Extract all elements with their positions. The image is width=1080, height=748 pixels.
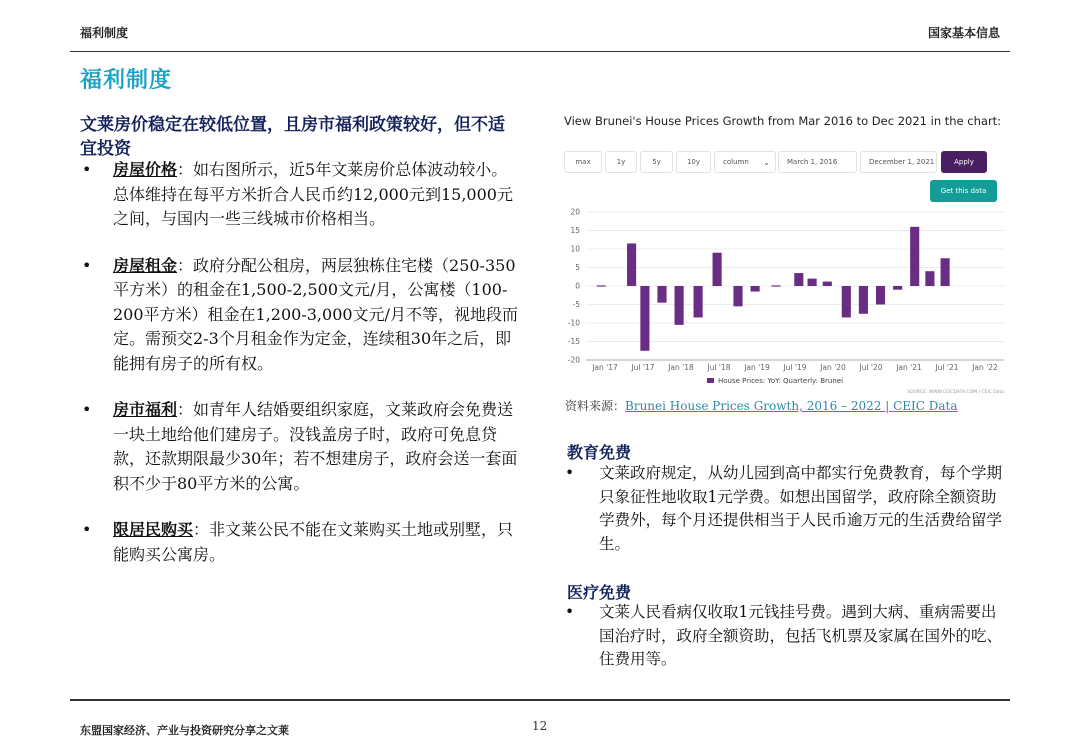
range-1y-button[interactable]: 1y xyxy=(605,151,637,173)
x-tick-label: Jul '17 xyxy=(631,363,655,372)
bullet-dot: • xyxy=(82,160,92,179)
y-tick-label: 10 xyxy=(570,244,580,254)
page-number: 12 xyxy=(532,719,548,733)
bar xyxy=(842,286,851,317)
text-house-rent: ：政府分配公租房，两层独栋住宅楼（250-350平方米）的租金在1,500-2,500文元/月，公寓楼（100-200平方米）租金在1,200-3,000文元/月不等，视地段而定。需预交2-3个月租金作为定金，连续租30年之后，即能拥有房子的所有权。 xyxy=(113,255,518,373)
bar xyxy=(713,253,722,286)
footer-divider xyxy=(70,699,1010,701)
range-5y-button[interactable]: 5y xyxy=(640,151,673,173)
bar xyxy=(893,286,902,290)
bar xyxy=(859,286,868,314)
chart-type-value: column xyxy=(723,158,749,166)
footer-text: 东盟国家经济、产业与投资研究分享之文莱 xyxy=(80,724,289,737)
term-house-price: 房屋价格 xyxy=(113,160,178,179)
legend-label: House Prices: YoY: Quarterly: Brunei xyxy=(718,377,844,385)
y-tick-label: -15 xyxy=(567,337,580,346)
y-tick-label: -10 xyxy=(567,318,580,328)
chevron-down-icon: ⌄ xyxy=(763,157,770,167)
bar xyxy=(876,286,885,305)
y-tick-label: 5 xyxy=(575,263,580,272)
source-label: 资料来源： xyxy=(565,399,626,413)
bar xyxy=(823,282,832,286)
end-date-input[interactable]: December 1, 2021 xyxy=(860,151,937,173)
range-10y-button[interactable]: 10y xyxy=(676,151,711,173)
source-link[interactable]: Brunei House Prices Growth, 2016 – 2022 | CEIC Data xyxy=(625,399,958,413)
bullet-dot: • xyxy=(82,400,92,419)
bar xyxy=(751,286,760,292)
x-tick-label: Jul '20 xyxy=(859,363,883,372)
term-resident-only: 限居民购买 xyxy=(113,520,194,539)
text-housing-welfare: ：如青年人结婚要组织家庭，文莱政府会免费送一块土地给他们建房子。没钱盖房子时，政府可免息贷款，还款期限最少30年；若不想建房子，政府会送一套面积不少于80平方米的公寓。 xyxy=(113,400,518,493)
bullet-dot: • xyxy=(82,255,92,275)
medical-bullet xyxy=(565,601,1010,672)
medical-text: 文莱人民看病仅收取1元钱挂号费。遇到大病、重病需要出国治疗时，政府全额资助，包括飞机票及家属在国外的吃、住费用等。 xyxy=(599,603,1003,668)
bullet-house-rent xyxy=(80,254,520,377)
bar xyxy=(733,286,742,306)
bullet-dot: • xyxy=(82,520,92,539)
x-tick-label: Jan '19 xyxy=(744,363,770,372)
x-tick-label: Jan '20 xyxy=(820,363,846,372)
education-bullet xyxy=(565,462,1010,556)
y-tick-label: 15 xyxy=(570,226,580,235)
header-right: 国家基本信息 xyxy=(927,26,1000,40)
page-title: 福利制度 xyxy=(80,67,173,93)
range-max-button[interactable]: max xyxy=(564,151,602,173)
bar xyxy=(675,286,684,325)
x-tick-label: Jul '19 xyxy=(783,363,807,372)
bullet-house-price xyxy=(80,158,520,232)
y-tick-label: 0 xyxy=(575,281,580,291)
header-left: 福利制度 xyxy=(80,26,129,40)
left-bullet-list xyxy=(80,158,520,567)
bar xyxy=(808,279,817,286)
bar xyxy=(794,273,803,286)
start-date-input[interactable]: March 1, 2016 xyxy=(778,151,857,173)
legend-swatch xyxy=(707,378,714,383)
bullet-resident-only xyxy=(80,518,520,567)
y-tick-label: -20 xyxy=(567,355,580,365)
chart-type-select[interactable] xyxy=(714,151,776,173)
chart-source-note: SOURCE: WWW.CEICDATA.COM | CEIC Data xyxy=(907,390,1004,395)
education-title: 教育免费 xyxy=(567,443,632,462)
bar xyxy=(910,227,919,286)
y-tick-label: 20 xyxy=(570,207,580,217)
bar xyxy=(694,286,703,317)
text-resident-only: ：非文莱公民不能在文莱购买土地或别墅，只能购买公寓房。 xyxy=(113,520,514,564)
apply-button[interactable]: Apply xyxy=(941,151,987,173)
bar xyxy=(925,271,934,286)
get-data-button[interactable]: Get this data xyxy=(930,180,997,202)
x-tick-label: Jan '22 xyxy=(972,363,998,372)
source-line xyxy=(565,397,958,414)
bar xyxy=(941,258,950,286)
chart-title: View Brunei's House Prices Growth from Mar 2016 to Dec 2021 in the chart: xyxy=(564,114,1002,128)
x-tick-label: Jan '21 xyxy=(896,363,922,372)
term-house-rent: 房屋租金 xyxy=(113,255,178,275)
term-housing-welfare: 房市福利 xyxy=(113,400,178,419)
bullet-dot: • xyxy=(565,603,575,621)
text-house-price: ：如右图所示，近5年文莱房价总体波动较小。总体维持在每平方米折合人民币约12,000元到15,000元之间，与国内一些三线城市价格相当。 xyxy=(113,160,513,228)
bullet-housing-welfare xyxy=(80,398,520,496)
bar xyxy=(640,286,649,351)
y-tick-label: -5 xyxy=(572,300,580,309)
x-tick-label: Jan '17 xyxy=(592,363,618,372)
house-price-growth-chart xyxy=(560,205,1010,395)
medical-title: 医疗免费 xyxy=(567,583,632,602)
bullet-dot: • xyxy=(565,464,575,482)
x-tick-label: Jul '21 xyxy=(935,363,959,372)
education-text: 文莱政府规定，从幼儿园到高中都实行免费教育，每个学期只象征性地收取1元学费。如想出国留学，政府除全额资助学费外，每个月还提供相当于人民币逾万元的生活费给留学生。 xyxy=(599,464,1003,553)
x-tick-label: Jul '18 xyxy=(707,363,731,372)
headline: 文莱房价稳定在较低位置，且房市福利政策较好，但不适宜投资 xyxy=(80,115,505,159)
bar xyxy=(627,243,636,286)
header-divider xyxy=(70,51,1010,52)
x-tick-label: Jan '18 xyxy=(668,363,694,372)
bar xyxy=(657,286,666,303)
